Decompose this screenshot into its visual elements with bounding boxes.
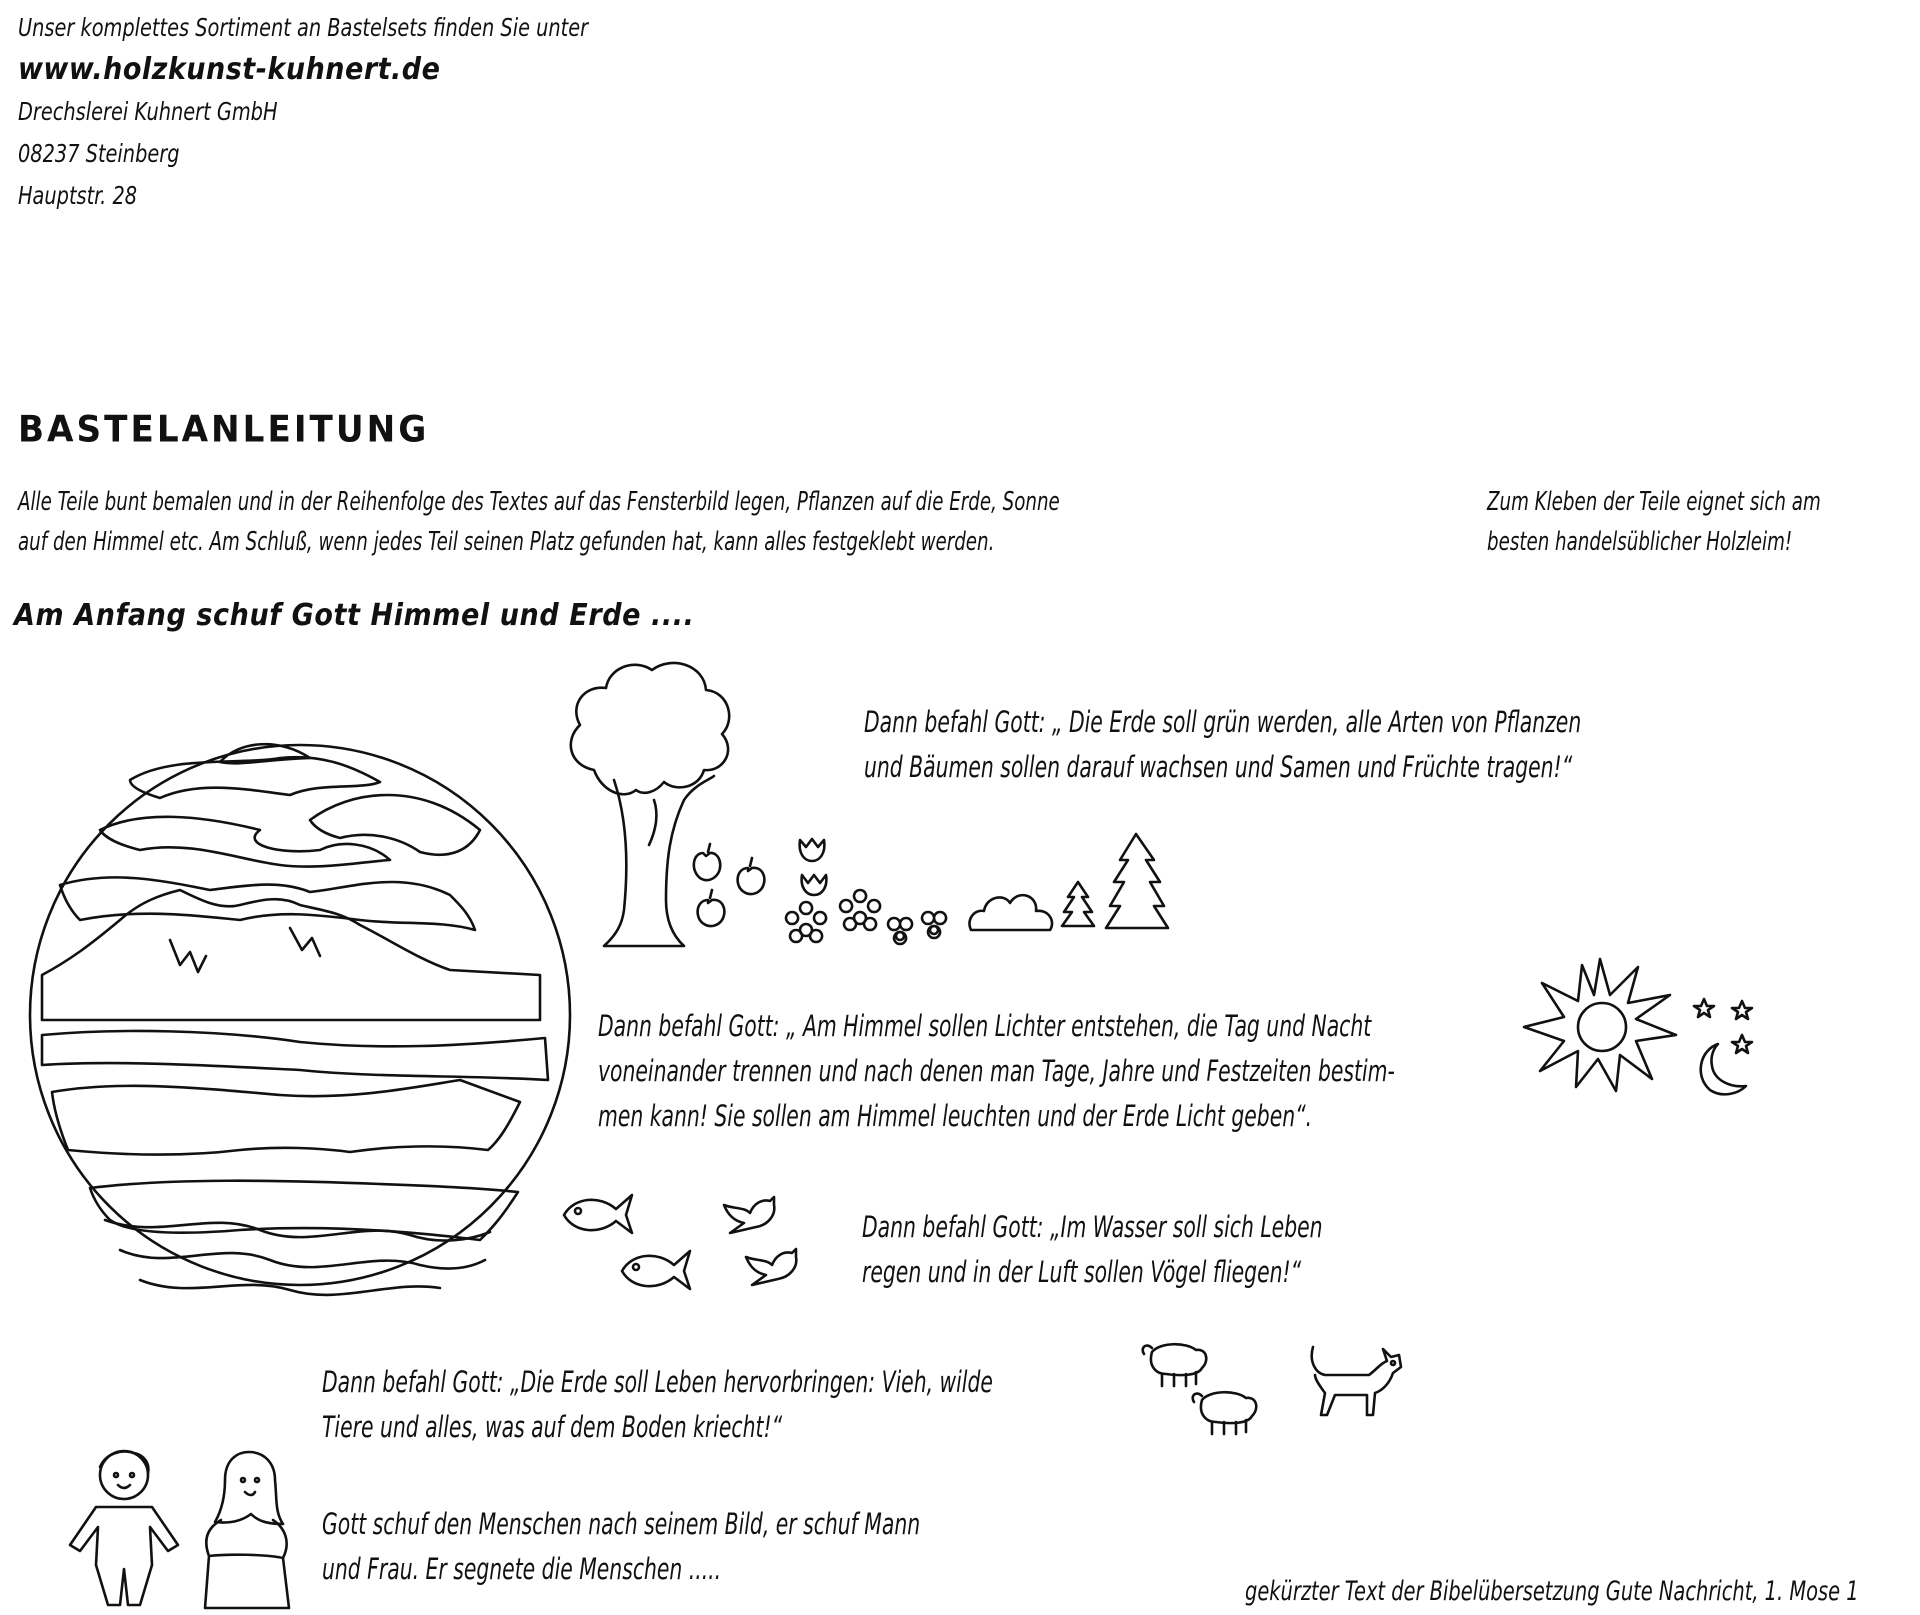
humans-text-line-2: und Frau. Er segnete die Menschen ..... <box>322 1552 722 1586</box>
lights-text-line-2: voneinander trennen und nach denen man Tage, Jahre und Festzeiten bestim- <box>598 1054 1395 1088</box>
tulip-icon <box>790 835 850 900</box>
story-heading: Am Anfang schuf Gott Himmel und Erde .... <box>14 598 695 633</box>
sheep-icon <box>1140 1340 1270 1440</box>
website-link[interactable]: www.holzkunst-kuhnert.de <box>18 52 441 87</box>
instructions-line-2: auf den Himmel etc. Am Schluß, wenn jedes Teil seinen Platz gefunden hat, kann alles festgeklebt werden. <box>18 527 995 557</box>
dog-icon <box>1305 1345 1405 1430</box>
animals-text-line-1: Dann befahl Gott: „Die Erde soll Leben hervorbringen: Vieh, wilde <box>322 1365 993 1399</box>
company-name: Drechslerei Kuhnert GmbH <box>18 97 278 126</box>
instructions-title: BASTELANLEITUNG <box>18 408 430 450</box>
moon-icon <box>1690 1040 1760 1100</box>
fir-tree-icon <box>1058 832 1178 932</box>
plants-text-line-1: Dann befahl Gott: „ Die Erde soll grün werden, alle Arten von Pflanzen <box>864 705 1582 739</box>
plants-text-line-2: und Bäumen sollen darauf wachsen und Samen und Früchte tragen!“ <box>864 750 1573 784</box>
man-icon <box>60 1445 190 1610</box>
round-window-picture <box>20 720 580 1320</box>
bird-icon <box>720 1195 820 1305</box>
source-note: gekürzter Text der Bibelübersetzung Gute Nachricht, 1. Mose 1 <box>1245 1576 1859 1607</box>
flower-icon <box>784 900 954 970</box>
fish-icon <box>560 1185 710 1295</box>
sun-icon <box>1520 955 1680 1095</box>
bush-icon <box>966 885 1056 935</box>
water-text-line-1: Dann befahl Gott: „Im Wasser soll sich Leben <box>862 1210 1323 1244</box>
glue-tip-line-1: Zum Kleben der Teile eignet sich am <box>1487 487 1821 517</box>
humans-text-line-1: Gott schuf den Menschen nach seinem Bild, er schuf Mann <box>322 1507 921 1541</box>
woman-icon <box>195 1450 295 1610</box>
company-city: 08237 Steinberg <box>18 139 180 168</box>
instructions-line-1: Alle Teile bunt bemalen und in der Reihenfolge des Textes auf das Fensterbild legen, Pflanzen auf die Erde, Sonne <box>18 487 1060 517</box>
apple-icon <box>688 838 788 948</box>
water-text-line-2: regen und in der Luft sollen Vögel fliegen!“ <box>862 1255 1302 1289</box>
lights-text-line-3: men kann! Sie sollen am Himmel leuchten und der Erde Licht geben“. <box>598 1099 1313 1133</box>
company-street: Hauptstr. 28 <box>18 181 138 210</box>
promo-text: Unser komplettes Sortiment an Bastelsets finden Sie unter <box>18 13 589 42</box>
glue-tip-line-2: besten handelsüblicher Holzleim! <box>1487 527 1793 557</box>
lights-text-line-1: Dann befahl Gott: „ Am Himmel sollen Lichter entstehen, die Tag und Nacht <box>598 1009 1372 1043</box>
animals-text-line-2: Tiere und alles, was auf dem Boden kriecht!“ <box>322 1410 783 1444</box>
